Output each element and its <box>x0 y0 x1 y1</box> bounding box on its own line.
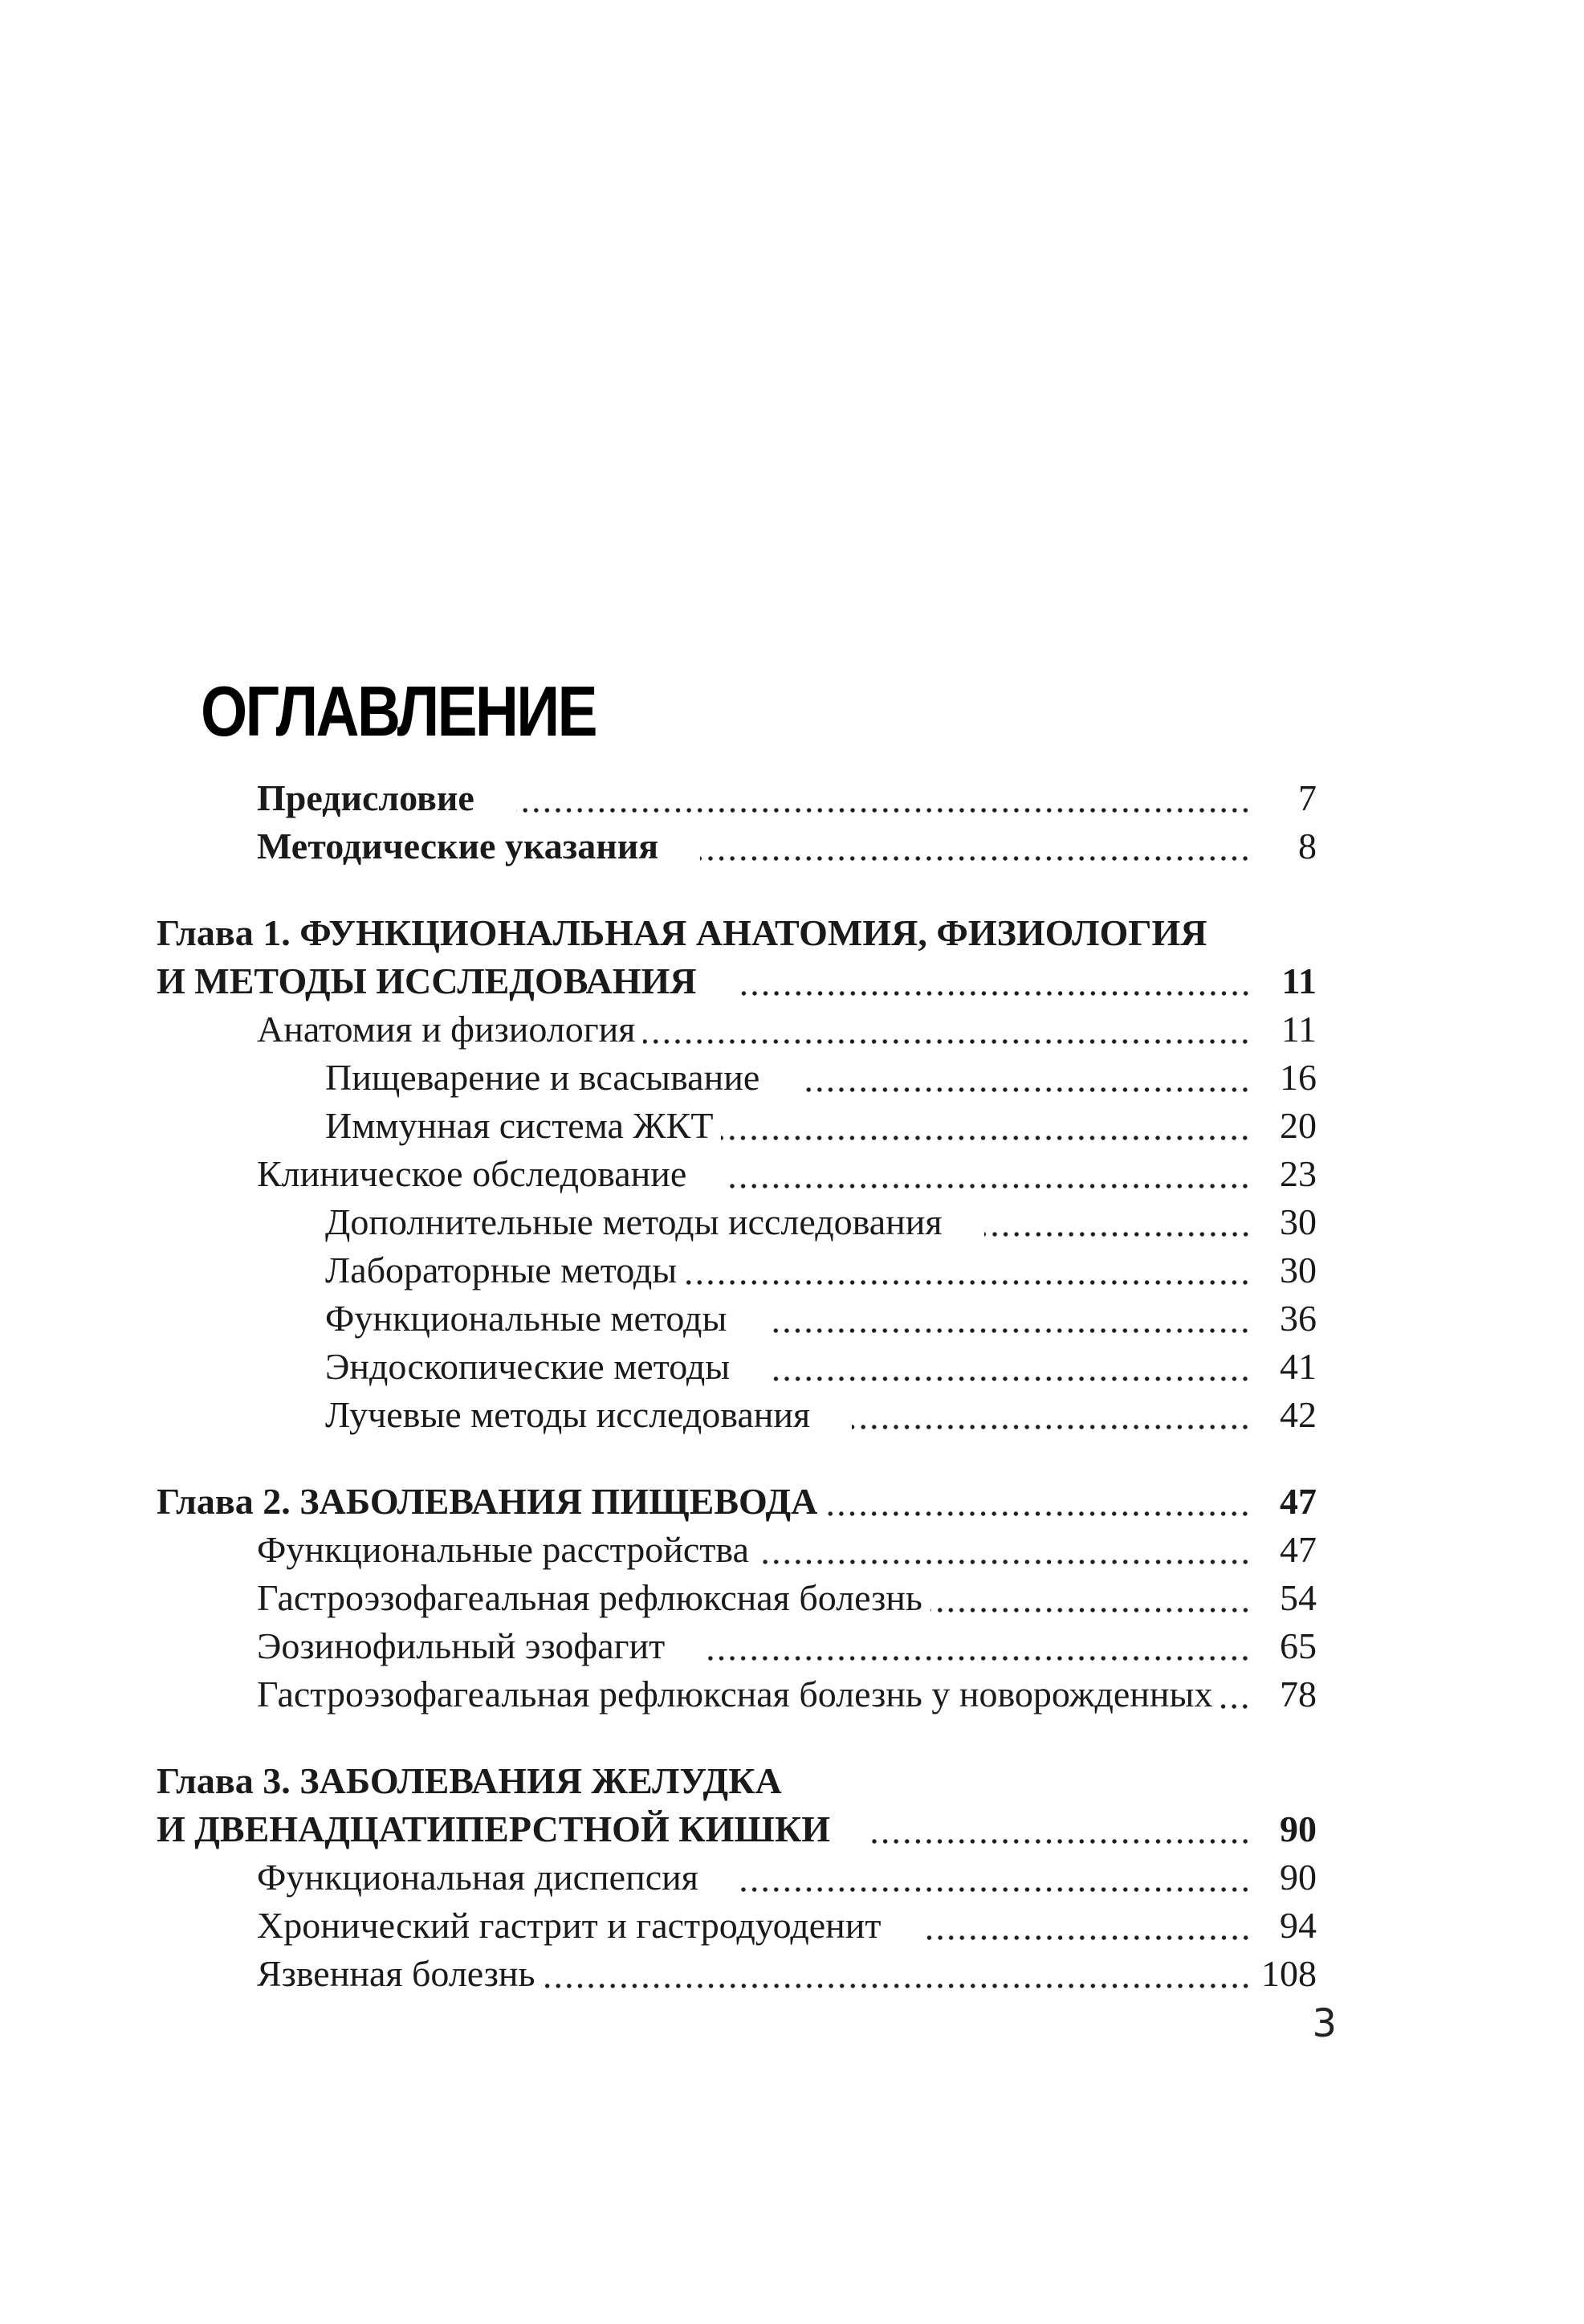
toc-entry-label: Клиническое обследование <box>257 1153 687 1194</box>
toc-entry-label: Гастроэзофагеальная рефлюксная болезнь у новорожденных <box>257 1674 1213 1714</box>
toc-row <box>157 1670 1317 1719</box>
toc-page-number: 8 <box>1298 826 1317 866</box>
toc-page-number: 54 <box>1280 1577 1317 1618</box>
toc-entry-label: Дополнительные методы исследования <box>325 1201 943 1242</box>
toc-page-number: 42 <box>1280 1394 1317 1435</box>
toc-leader-dots <box>852 1391 1252 1439</box>
toc-row <box>157 1102 1317 1150</box>
toc-entry-label: Предисловие <box>257 777 474 818</box>
toc-row <box>157 1902 1317 1950</box>
toc-row <box>157 1343 1317 1391</box>
toc-entry-label: И МЕТОДЫ ИССЛЕДОВАНИЯ <box>157 960 697 1001</box>
toc-row <box>157 1005 1317 1054</box>
toc-entry-label: Глава 2. ЗАБОЛЕВАНИЯ ПИЩЕВОДА <box>157 1481 818 1522</box>
toc-page-number: 41 <box>1280 1346 1317 1387</box>
toc-entry-label: Эозинофильный эзофагит <box>257 1625 666 1666</box>
toc-entry-label: Глава 1. ФУНКЦИОНАЛЬНАЯ АНАТОМИЯ, ФИЗИОЛОГИЯ <box>157 912 1207 953</box>
toc-entry-label: Методические указания <box>257 826 659 866</box>
toc-entry-label: Анатомия и физиология <box>257 1009 636 1050</box>
toc-entry-label: Функциональные расстройства <box>257 1529 749 1570</box>
toc-row <box>157 1757 1317 1805</box>
toc-page-number: 11 <box>1281 960 1317 1001</box>
toc-row <box>157 1574 1317 1622</box>
toc-section-gap <box>157 1439 1317 1478</box>
toc-row <box>157 1622 1317 1670</box>
page-folio-number: 3 <box>1312 2001 1337 2046</box>
toc-page-number: 30 <box>1280 1250 1317 1290</box>
toc-leader-dots <box>757 1526 1252 1574</box>
toc-leader-dots <box>923 1902 1253 1950</box>
toc-leader-dots <box>1220 1670 1252 1719</box>
toc-row <box>157 1246 1317 1295</box>
toc-entry-label: Глава 3. ЗАБОЛЕВАНИЯ ЖЕЛУДКА <box>157 1760 782 1801</box>
toc-row <box>157 1391 1317 1439</box>
toc-entry-label: Гастроэзофагеальная рефлюксная болезнь <box>257 1577 922 1618</box>
toc-leader-dots <box>801 1054 1252 1102</box>
toc-row <box>157 1295 1317 1343</box>
toc-page-number: 11 <box>1281 1009 1317 1050</box>
toc-leader-dots <box>721 1102 1252 1150</box>
toc-page-number: 90 <box>1280 1808 1317 1849</box>
toc-section-gap <box>157 1719 1317 1757</box>
toc-entry-label: Язвенная болезнь <box>257 1953 535 1994</box>
toc-page-number: 36 <box>1280 1298 1317 1339</box>
toc-entry-label: Функциональные методы <box>325 1298 727 1339</box>
toc-leader-dots <box>516 774 1252 822</box>
toc-leader-dots <box>544 1950 1252 1998</box>
toc-leader-dots <box>930 1574 1252 1622</box>
toc-page-number: 20 <box>1280 1105 1317 1146</box>
toc-row <box>157 1478 1317 1526</box>
toc-page-number: 23 <box>1280 1153 1317 1194</box>
toc-entry-label: Функциональная диспепсия <box>257 1857 698 1898</box>
toc-entry-label: Иммунная система ЖКТ <box>325 1105 714 1146</box>
toc-row <box>157 1054 1317 1102</box>
toc-entry-label: Лабораторные методы <box>325 1250 678 1290</box>
toc-entry-label: Пищеварение и всасывание <box>325 1057 760 1098</box>
toc-leader-dots <box>685 1246 1252 1295</box>
toc-page-number: 16 <box>1280 1057 1317 1098</box>
toc-leader-dots <box>825 1478 1252 1526</box>
toc-entry-label: И ДВЕНАДЦАТИПЕРСТНОЙ КИШКИ <box>157 1808 831 1849</box>
toc-leader-dots <box>700 822 1252 870</box>
toc-page-number: 7 <box>1298 777 1317 818</box>
toc-leader-dots <box>739 957 1252 1005</box>
toc-row <box>157 1950 1317 1998</box>
toc-section-gap <box>157 870 1317 909</box>
toc-row <box>157 1805 1317 1853</box>
toc-row <box>157 1853 1317 1902</box>
toc-row <box>157 822 1317 870</box>
toc-row <box>157 774 1317 822</box>
toc-page-number: 90 <box>1280 1857 1317 1898</box>
toc-row <box>157 1526 1317 1574</box>
toc-row <box>157 1150 1317 1198</box>
toc-entry-label: Лучевые методы исследования <box>325 1394 811 1435</box>
toc-row <box>157 957 1317 1005</box>
toc-leader-dots <box>872 1805 1252 1853</box>
toc-page-number: 47 <box>1280 1529 1317 1570</box>
toc-leader-dots <box>772 1343 1252 1391</box>
toc-page-number: 78 <box>1280 1674 1317 1714</box>
toc-page-number: 30 <box>1280 1201 1317 1242</box>
toc-entry-label: Хронический гастрит и гастродуоденит <box>257 1905 882 1946</box>
toc-list <box>157 774 1317 1998</box>
toc-row <box>157 1198 1317 1246</box>
toc-leader-dots <box>768 1295 1252 1343</box>
toc-page-number: 94 <box>1280 1905 1317 1946</box>
page-title: ОГЛАВЛЕНИЕ <box>201 671 596 751</box>
toc-page-number: 65 <box>1280 1625 1317 1666</box>
toc-page-number: 108 <box>1261 1953 1317 1994</box>
toc-entry-label: Эндоскопические методы <box>325 1346 731 1387</box>
toc-row <box>157 909 1317 957</box>
toc-page-number: 47 <box>1280 1481 1317 1522</box>
toc-leader-dots <box>706 1622 1252 1670</box>
toc-leader-dots <box>984 1198 1252 1246</box>
toc-leader-dots <box>643 1005 1252 1054</box>
toc-leader-dots <box>728 1150 1252 1198</box>
toc-leader-dots <box>740 1853 1252 1902</box>
